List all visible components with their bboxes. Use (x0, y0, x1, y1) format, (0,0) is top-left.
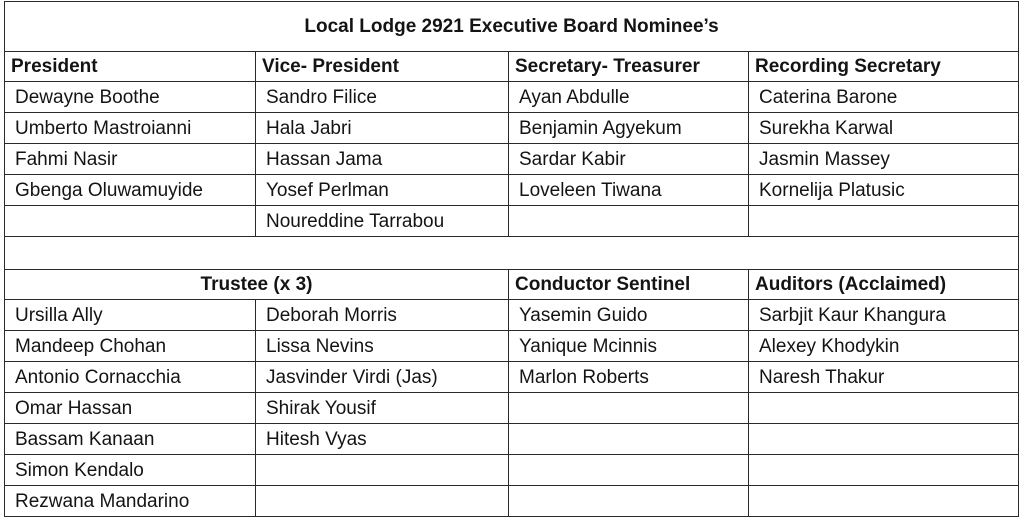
nominee-cell (5, 206, 256, 237)
nominee-cell: Ursilla Ally (5, 300, 256, 331)
table-row (5, 82, 1019, 113)
nominee-cell (509, 206, 749, 237)
table-row (5, 206, 1019, 237)
table-row (5, 144, 1019, 175)
nominee-cell: Yanique Mcinnis (509, 331, 749, 362)
nominee-cell (256, 486, 509, 517)
nominee-cell: Shirak Yousif (256, 393, 509, 424)
nominee-cell: Yosef Perlman (256, 175, 509, 206)
nominee-cell (509, 393, 749, 424)
nominee-cell (749, 424, 1019, 455)
nominee-cell: Caterina Barone (749, 82, 1019, 113)
nominee-cell: Fahmi Nasir (5, 144, 256, 175)
nominee-cell: Omar Hassan (5, 393, 256, 424)
nominee-cell: Lissa Nevins (256, 331, 509, 362)
header-president: President (5, 52, 256, 82)
section-divider-row (5, 237, 1019, 270)
nominee-cell: Deborah Morris (256, 300, 509, 331)
nominee-cell: Hassan Jama (256, 144, 509, 175)
nominee-cell: Surekha Karwal (749, 113, 1019, 144)
header-secretary-treasurer: Secretary- Treasurer (509, 52, 749, 82)
nominee-cell: Sandro Filice (256, 82, 509, 113)
header-trustee: Trustee (x 3) (5, 270, 509, 300)
nominee-cell (509, 424, 749, 455)
nominee-cell: Noureddine Tarrabou (256, 206, 509, 237)
nominee-cell: Hitesh Vyas (256, 424, 509, 455)
nominee-cell: Mandeep Chohan (5, 331, 256, 362)
table-row (5, 424, 1019, 455)
nominee-cell: Alexey Khodykin (749, 331, 1019, 362)
nominee-cell (509, 455, 749, 486)
table-row (5, 393, 1019, 424)
section2-header-row (5, 270, 1019, 300)
document-title: Local Lodge 2921 Executive Board Nominee’s (5, 2, 1019, 52)
nominee-cell: Marlon Roberts (509, 362, 749, 393)
nominee-cell: Jasmin Massey (749, 144, 1019, 175)
table-row (5, 175, 1019, 206)
nominee-cell: Loveleen Tiwana (509, 175, 749, 206)
table-row (5, 362, 1019, 393)
nominee-table (4, 1, 1019, 517)
nominee-cell: Yasemin Guido (509, 300, 749, 331)
nominee-cell: Benjamin Agyekum (509, 113, 749, 144)
nominee-cell (749, 486, 1019, 517)
nominee-cell: Kornelija Platusic (749, 175, 1019, 206)
header-vice-president: Vice- President (256, 52, 509, 82)
nominee-cell: Ayan Abdulle (509, 82, 749, 113)
nominee-cell: Bassam Kanaan (5, 424, 256, 455)
section-divider (5, 237, 1019, 270)
table-row (5, 455, 1019, 486)
table-row (5, 486, 1019, 517)
nominee-cell: Dewayne Boothe (5, 82, 256, 113)
header-recording-secretary: Recording Secretary (749, 52, 1019, 82)
nominee-cell: Gbenga Oluwamuyide (5, 175, 256, 206)
table-row (5, 113, 1019, 144)
nominee-cell: Rezwana Mandarino (5, 486, 256, 517)
nominee-cell (749, 393, 1019, 424)
table-row (5, 300, 1019, 331)
table-row (5, 331, 1019, 362)
nominee-cell: Jasvinder Virdi (Jas) (256, 362, 509, 393)
nominee-cell: Naresh Thakur (749, 362, 1019, 393)
nominee-cell (509, 486, 749, 517)
nominee-cell (749, 455, 1019, 486)
nominee-cell: Antonio Cornacchia (5, 362, 256, 393)
nominee-cell: Umberto Mastroianni (5, 113, 256, 144)
header-conductor-sentinel: Conductor Sentinel (509, 270, 749, 300)
nominee-cell: Hala Jabri (256, 113, 509, 144)
nominee-cell: Simon Kendalo (5, 455, 256, 486)
nominee-cell: Sardar Kabir (509, 144, 749, 175)
nominee-cell (256, 455, 509, 486)
nominee-cell (749, 206, 1019, 237)
header-auditors: Auditors (Acclaimed) (749, 270, 1019, 300)
nominee-cell: Sarbjit Kaur Khangura (749, 300, 1019, 331)
